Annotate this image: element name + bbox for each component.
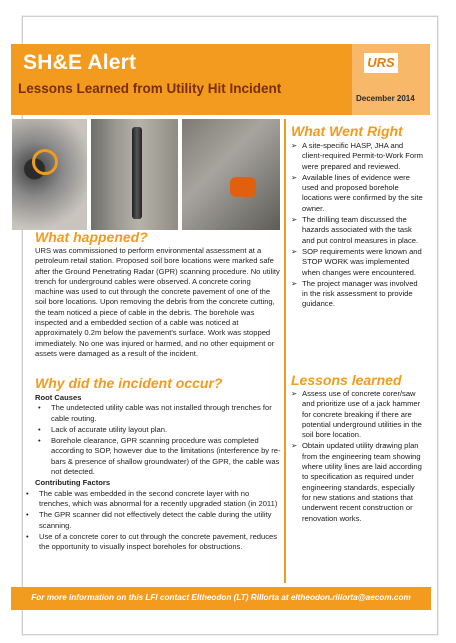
why-section — [35, 393, 281, 553]
what-happened-heading: What happened? — [35, 229, 148, 245]
footer-contact: For more information on this LFI contact Eltheodon (LT) Rillorta at eltheodon.rillorta@aecom.com — [31, 593, 411, 602]
list-item: • The cable was embedded in the second concrete layer with no trenches, which was abnormal for a recently upgraded station (in 2011) — [23, 489, 281, 510]
list-item: ➢ SOP requirements were known and STOP WORK was implemented when changes were encountered. — [291, 247, 425, 278]
alert-header — [11, 44, 352, 115]
list-item: ➢ The project manager was involved in the risk assessment to provide guidance. — [291, 279, 425, 310]
alert-title: SH&E Alert — [23, 51, 137, 74]
root-causes-label: Root Causes — [35, 393, 82, 402]
glove-shape — [230, 177, 256, 197]
what-happened-text: URS was commissioned to perform environmental assessment at a petroleum retail station. Proposed soil bore locations were marked safe after the Ground Penetrating Radar (GPR) scanning procedure. No utility trench for underground cables were observed. A concrete coring machine was used to cut through the concrete pavement of one of the soil bore locations. Upon removing the debris from the concrete cutting, the team noticed a piece of cable in the debris. The borehole was inspected and a embedded section of a cable was noticed at approximately 0.2m below the pavement's surface. Work was stopped immediately. No one was injured or harmed, and no other equipment or assets were damaged as a result of the incident. — [35, 246, 280, 358]
urs-logo: URS — [364, 53, 398, 73]
list-item: ➢ Assess use of concrete corer/saw and prioritize use of a jack hammer for concrete breaking if there are potential underground utilities in the soil bore location. — [291, 389, 425, 440]
lessons-section — [291, 389, 425, 525]
issue-date: December 2014 — [356, 94, 415, 103]
list-item: ➢ Obtain updated utility drawing plan from the engineering team showing where utility lines are laid according to specification as required under engineering standards, especially for new stations and stations that underwent recent construction or renovation works. — [291, 441, 425, 523]
list-item: ➢ Available lines of evidence were used and proposed borehole locations were confirmed by the site owner. — [291, 173, 425, 214]
list-item: • The undetected utility cable was not installed through trenches for cable routing. — [35, 403, 281, 424]
contributing-list — [23, 489, 281, 553]
incident-photos — [12, 119, 280, 230]
photo-cable-debris — [182, 119, 280, 230]
list-item: • Use of a concrete corer to cut through the concrete pavement, reduces the opportunity to visually inspect boreholes for obstructions. — [23, 532, 281, 553]
highlight-circle-icon — [32, 149, 58, 175]
why-heading: Why did the incident occur? — [35, 375, 223, 391]
lessons-heading: Lessons learned — [291, 372, 402, 388]
list-item: ➢ A site-specific HASP, JHA and client-required Permit-to-Work Form were prepared and reviewed. — [291, 141, 425, 172]
contributing-label: Contributing Factors — [35, 478, 111, 488]
went-right-list — [291, 141, 425, 310]
cable-shape — [132, 127, 142, 219]
alert-subtitle: Lessons Learned from Utility Hit Incident — [18, 81, 282, 96]
went-right-section — [291, 141, 425, 311]
footer-bar — [11, 587, 431, 610]
went-right-heading: What Went Right — [291, 123, 403, 139]
list-item: • The GPR scanner did not effectively detect the cable during the utility scanning. — [23, 510, 281, 531]
list-item: • Lack of accurate utility layout plan. — [35, 425, 281, 435]
photo-cable-in-hole — [91, 119, 178, 230]
list-item: ➢ The drilling team discussed the hazards associated with the task and put control measures in place. — [291, 215, 425, 246]
root-causes-list — [35, 403, 281, 477]
lessons-list — [291, 389, 425, 524]
logo-panel — [352, 44, 430, 115]
photo-borehole — [12, 119, 87, 230]
list-item: • Borehole clearance, GPR scanning procedure was completed according to SOP, however due to the limitations (interference by re-bars & presence of shallow groundwater) of the GPR, the cable was not detected. — [35, 436, 281, 477]
